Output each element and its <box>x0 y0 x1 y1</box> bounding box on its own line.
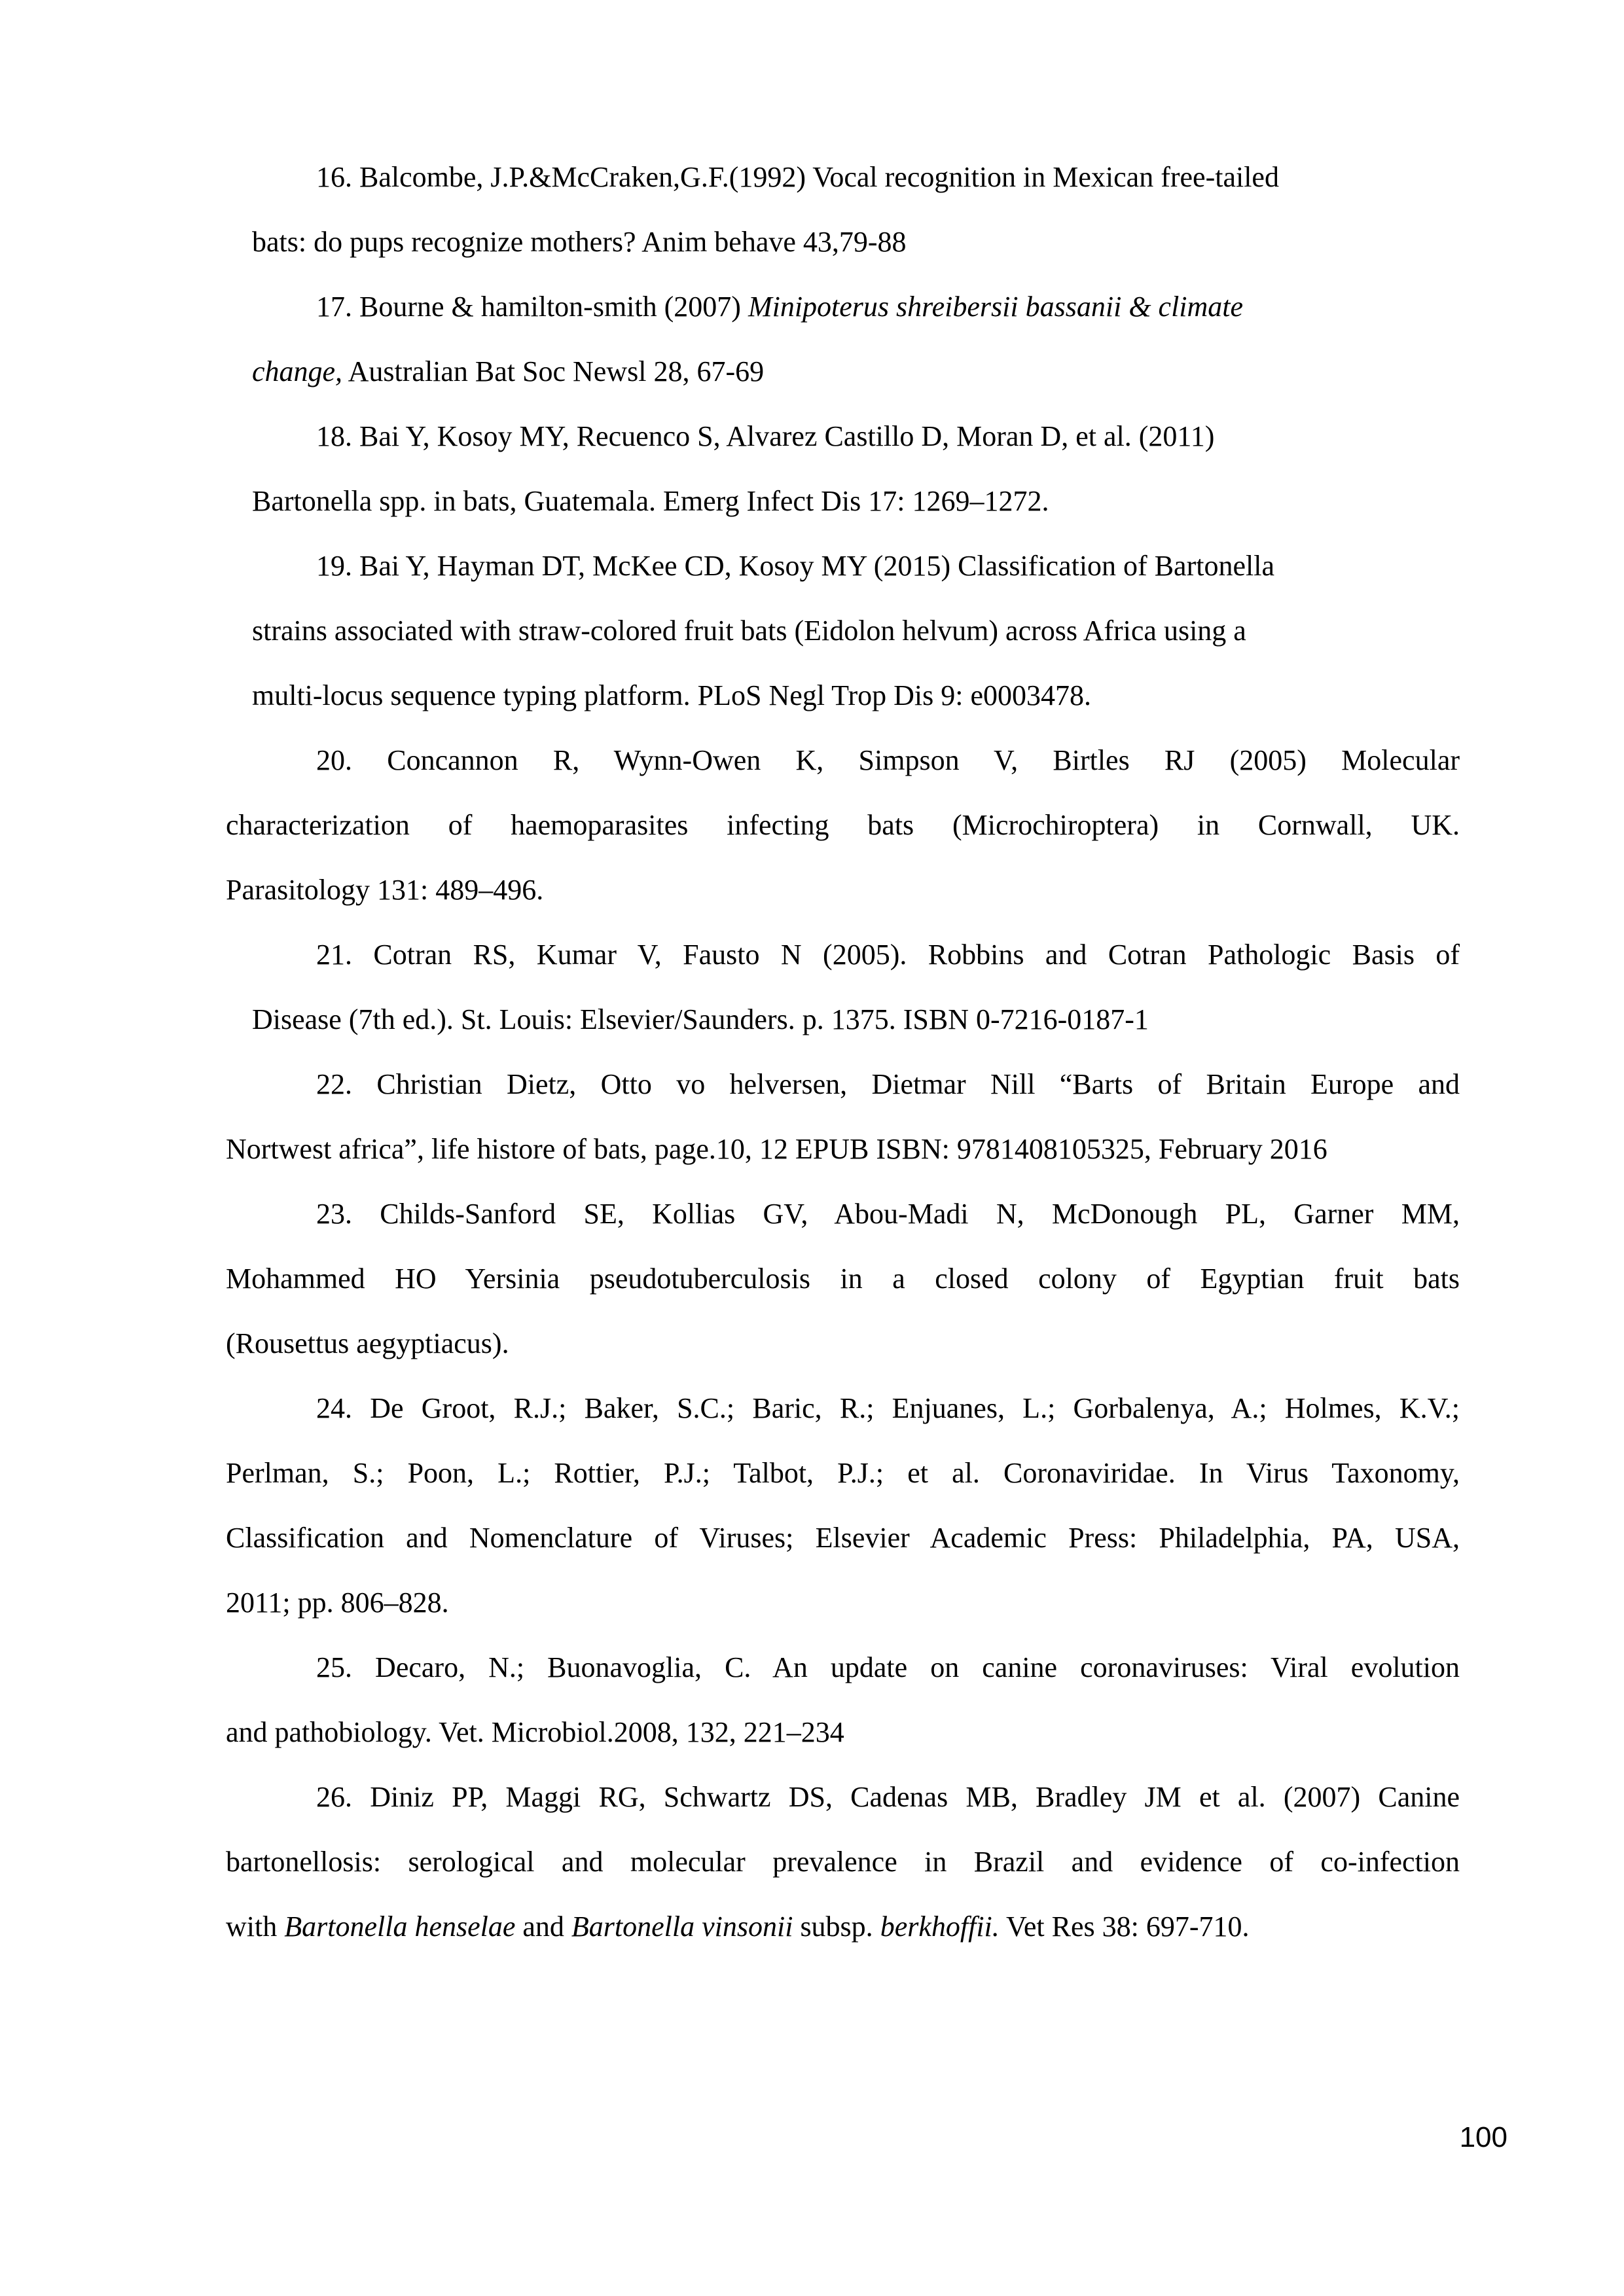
text-segment-italic: Bartonella henselae <box>284 1910 516 1943</box>
text-segment: Nortwest africa”, life histore of bats, page.10, 12 EPUB ISBN: 9781408105325, February 2016 <box>226 1133 1327 1165</box>
text-segment: bartonellosis: serological and molecular prevalence in Brazil and evidence of co-infection <box>226 1846 1460 1878</box>
text-segment: Parasitology 131: 489–496. <box>226 874 544 906</box>
reference-line <box>226 793 1460 857</box>
reference-line <box>226 1635 1460 1700</box>
text-segment-italic: berkhoffii. <box>880 1910 1000 1943</box>
text-segment: 22. Christian Dietz, Otto vo helversen, Dietmar Nill “Barts of Britain Europe and <box>316 1068 1460 1100</box>
reference-line <box>226 1376 1460 1441</box>
reference-line <box>226 598 1460 663</box>
reference-line <box>226 663 1460 728</box>
reference-line <box>226 274 1460 339</box>
reference-line <box>226 1894 1460 1959</box>
reference-item <box>226 1181 1460 1376</box>
text-segment: 18. Bai Y, Kosoy MY, Recuenco S, Alvarez Castillo D, Moran D, et al. (2011) <box>316 420 1215 452</box>
reference-line <box>226 1181 1460 1246</box>
reference-item <box>226 1765 1460 1959</box>
text-segment: Perlman, S.; Poon, L.; Rottier, P.J.; Talbot, P.J.; et al. Coronaviridae. In Virus Taxonomy, <box>226 1457 1460 1489</box>
text-segment: Classification and Nomenclature of Viruses; Elsevier Academic Press: Philadelphia, PA, USA, <box>226 1522 1460 1554</box>
text-segment: 23. Childs-Sanford SE, Kollias GV, Abou-Madi N, McDonough PL, Garner MM, <box>316 1198 1460 1230</box>
reference-line <box>226 728 1460 793</box>
text-segment: with <box>226 1910 285 1943</box>
reference-item <box>226 922 1460 1052</box>
text-segment: bats: do pups recognize mothers? Anim behave 43,79-88 <box>252 226 907 258</box>
text-segment: 26. Diniz PP, Maggi RG, Schwartz DS, Cadenas MB, Bradley JM et al. (2007) Canine <box>316 1781 1460 1813</box>
reference-line <box>226 145 1460 209</box>
page-number: 100 <box>1459 2121 1507 2153</box>
text-segment: Vet Res 38: 697-710. <box>999 1910 1250 1943</box>
text-segment: strains associated with straw-colored fruit bats (Eidolon helvum) across Africa using a <box>252 615 1246 647</box>
text-segment-italic: Minipoterus shreibersii bassanii & climate <box>748 291 1244 323</box>
text-segment: 17. Bourne & hamilton-smith (2007) <box>316 291 748 323</box>
text-segment: characterization of haemoparasites infecting bats (Microchiroptera) in Cornwall, UK. <box>226 809 1460 841</box>
reference-item <box>226 145 1460 274</box>
text-segment: Bartonella spp. in bats, Guatemala. Emerg Infect Dis 17: 1269–1272. <box>252 485 1049 517</box>
text-segment: 21. Cotran RS, Kumar V, Fausto N (2005). Robbins and Cotran Pathologic Basis of <box>316 939 1460 971</box>
text-segment: Disease (7th ed.). St. Louis: Elsevier/Saunders. p. 1375. ISBN 0-7216-0187-1 <box>252 1003 1149 1035</box>
reference-line <box>226 987 1460 1052</box>
text-segment: Mohammed HO Yersinia pseudotuberculosis in a closed colony of Egyptian fruit bats <box>226 1263 1460 1295</box>
reference-line <box>226 339 1460 404</box>
text-segment: multi-locus sequence typing platform. PLoS Negl Trop Dis 9: e0003478. <box>252 679 1092 711</box>
reference-line <box>226 857 1460 922</box>
reference-line <box>226 1505 1460 1570</box>
reference-line <box>226 1570 1460 1635</box>
reference-line <box>226 1829 1460 1894</box>
reference-line <box>226 1117 1460 1181</box>
text-segment: 25. Decaro, N.; Buonavoglia, C. An update on canine coronaviruses: Viral evolution <box>316 1651 1460 1683</box>
reference-line <box>226 1246 1460 1311</box>
reference-item <box>226 1376 1460 1635</box>
reference-line <box>226 1441 1460 1505</box>
text-segment: 20. Concannon R, Wynn-Owen K, Simpson V, Birtles RJ (2005) Molecular <box>316 744 1460 776</box>
reference-item <box>226 404 1460 533</box>
reference-line <box>226 1311 1460 1376</box>
text-segment-italic: change, <box>252 355 343 387</box>
reference-line <box>226 469 1460 533</box>
text-segment: and pathobiology. Vet. Microbiol.2008, 132, 221–234 <box>226 1716 844 1748</box>
reference-item <box>226 533 1460 728</box>
text-segment: (Rousettus aegyptiacus). <box>226 1327 509 1359</box>
reference-item <box>226 274 1460 404</box>
text-segment: 2011; pp. 806–828. <box>226 1587 449 1619</box>
reference-line <box>226 1052 1460 1117</box>
text-segment-italic: Bartonella vinsonii <box>571 1910 793 1943</box>
reference-item <box>226 1052 1460 1181</box>
references-list <box>226 145 1460 1959</box>
reference-line <box>226 533 1460 598</box>
text-segment: 24. De Groot, R.J.; Baker, S.C.; Baric, R.; Enjuanes, L.; Gorbalenya, A.; Holmes, K.V.; <box>316 1392 1460 1424</box>
text-segment: 19. Bai Y, Hayman DT, McKee CD, Kosoy MY (2015) Classification of Bartonella <box>316 550 1274 582</box>
reference-line <box>226 1765 1460 1829</box>
reference-line <box>226 404 1460 469</box>
reference-item <box>226 1635 1460 1765</box>
text-segment: 16. Balcombe, J.P.&McCraken,G.F.(1992) Vocal recognition in Mexican free-tailed <box>316 161 1279 193</box>
reference-line <box>226 209 1460 274</box>
text-segment: Australian Bat Soc Newsl 28, 67-69 <box>342 355 765 387</box>
reference-item <box>226 728 1460 922</box>
reference-line <box>226 922 1460 987</box>
reference-line <box>226 1700 1460 1765</box>
text-segment: subsp. <box>793 1910 880 1943</box>
text-segment: and <box>515 1910 571 1943</box>
